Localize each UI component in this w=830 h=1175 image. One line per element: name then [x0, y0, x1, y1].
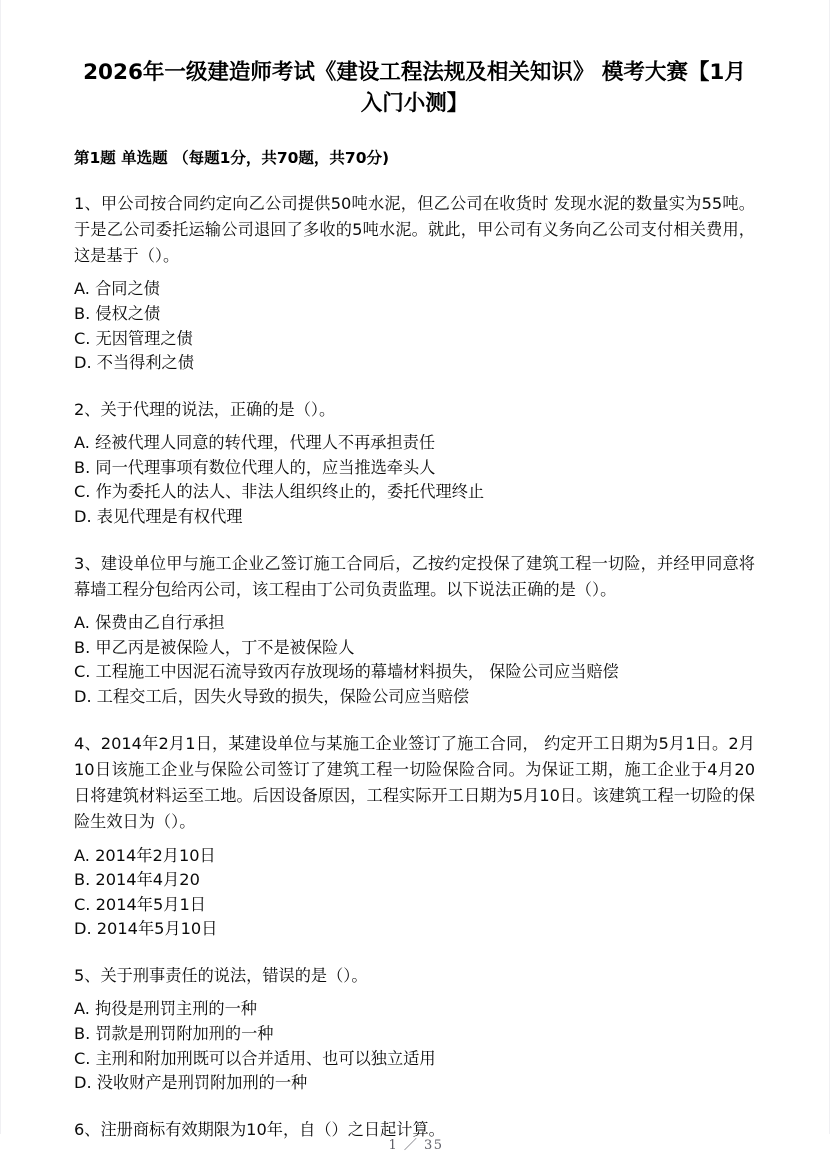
question-block [74, 731, 755, 942]
question-block [74, 551, 755, 710]
question-stem: 6、注册商标有效期限为10年，自（）之日起计算。 [74, 1119, 445, 1139]
option-item-a[interactable]: A. 经被代理人同意的转代理，代理人不再承担责任 [74, 433, 436, 453]
option-item-b[interactable]: B. 侵权之债 [74, 304, 161, 324]
option-item-d[interactable]: D. 没收财产是刑罚附加刑的一种 [74, 1073, 308, 1093]
option-item-a[interactable]: A. 合同之债 [74, 279, 160, 299]
option-item-c[interactable]: C. 作为委托人的法人、非法人组织终止的，委托代理终止 [74, 482, 485, 502]
option-item-d[interactable]: D. 表见代理是有权代理 [74, 507, 243, 527]
option-item-a[interactable]: A. 2014年2月10日 [74, 845, 216, 865]
question-stem: 5、关于刑事责任的说法，错误的是（）。 [74, 966, 368, 986]
option-list [74, 844, 755, 943]
option-item-d[interactable]: D. 不当得利之债 [74, 353, 194, 373]
option-item-b[interactable]: B. 同一代理事项有数位代理人的，应当推选牵头人 [74, 457, 436, 477]
option-item-d[interactable]: D. 2014年5月10日 [74, 919, 218, 939]
question-stem: 4、2014年2月1日，某建设单位与某施工企业签订了施工合同， 约定开工日期为5月1日。2月10日该施工企业与保险公司签订了建筑工程一切险保险合同。为保证工期，施工企业于4月20日将建筑材料运至工地。后因设备原因，工程实际开工日期为5月10日。该建筑工程一切险的保险生效日为（）。 [74, 733, 755, 832]
page-title: 2026年一级建造师考试《建设工程法规及相关知识》 模考大赛【1月入门小测】 [83, 60, 746, 116]
option-list [74, 431, 755, 530]
option-item-c[interactable]: C. 2014年5月1日 [74, 894, 206, 914]
option-item-d[interactable]: D. 工程交工后，因失火导致的损失，保险公司应当赔偿 [74, 687, 470, 706]
option-list [74, 611, 755, 710]
question-block [74, 963, 755, 1096]
option-list [74, 277, 755, 376]
option-item-b[interactable]: B. 罚款是刑罚附加刑的一种 [74, 1023, 274, 1043]
option-item-b[interactable]: B. 甲乙丙是被保险人，丁不是被保险人 [74, 637, 355, 657]
question-stem: 2、关于代理的说法，正确的是（）。 [74, 399, 336, 419]
option-item-b[interactable]: B. 2014年4月20 [74, 870, 200, 890]
question-block [74, 397, 755, 530]
option-item-c[interactable]: C. 主刑和附加刑既可以合并适用、也可以独立适用 [74, 1048, 436, 1068]
question-block [74, 191, 755, 376]
option-item-a[interactable]: A. 拘役是刑罚主刑的一种 [74, 999, 257, 1019]
option-item-c[interactable]: C. 工程施工中因泥石流导致丙存放现场的幕墙材料损失， 保险公司应当赔偿 [74, 662, 619, 682]
option-item-a[interactable]: A. 保费由乙自行承担 [74, 613, 225, 633]
question-stem: 1、甲公司按合同约定向乙公司提供50吨水泥，但乙公司在收货时 发现水泥的数量实为55吨。于是乙公司委托运输公司退回了多收的5吨水泥。就此，甲公司有义务向乙公司支付相关费用， 这是基于（）。 [74, 193, 755, 266]
option-list [74, 997, 755, 1096]
page-number: 1 ／ 35 [388, 1138, 444, 1153]
question-stem: 3、建设单位甲与施工企业乙签订施工合同后，乙按约定投保了建筑工程一切险，并经甲同意将幕墙工程分包给丙公司，该工程由丁公司负责监理。以下说法正确的是（）。 [74, 553, 755, 599]
option-item-c[interactable]: C. 无因管理之债 [74, 328, 193, 348]
section-heading: 第1题 单选题 （每题1分，共70题，共70分) [74, 149, 390, 168]
